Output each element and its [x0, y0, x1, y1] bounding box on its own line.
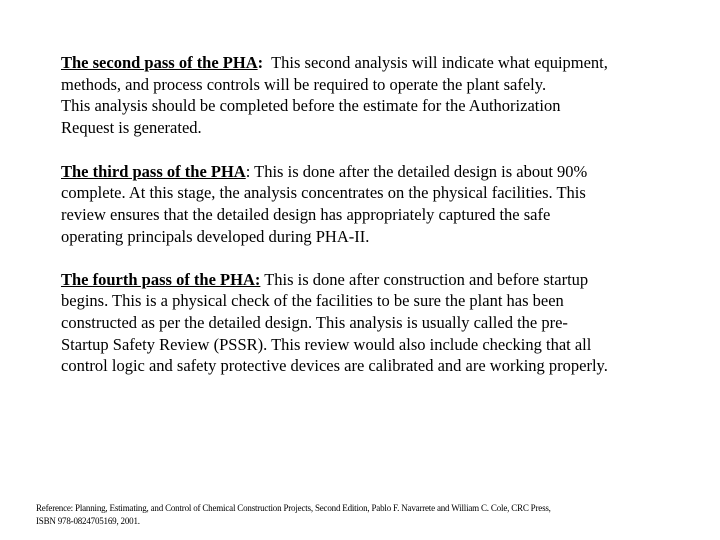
text-line: Request is generated. [61, 118, 202, 137]
text-line: This second analysis will indicate what equipment, [263, 53, 608, 72]
section-heading: The fourth pass of the PHA: [61, 270, 261, 289]
text-line: This is done after construction and before startup [260, 270, 589, 289]
text-line: begins. This is a physical check of the facilities to be sure the plant has been [61, 291, 564, 310]
section-first-line [61, 270, 588, 290]
text-line: operating principals developed during PHA-II. [61, 227, 370, 246]
heading-colon: : [257, 53, 264, 72]
reference-line: ISBN 978-0824705169, 2001. [36, 516, 140, 526]
text-line: Startup Safety Review (PSSR). This review would also include checking that all [61, 335, 592, 354]
text-line: : This is done after the detailed design is about 90% [245, 162, 588, 181]
text-line: constructed as per the detailed design. This analysis is usually called the pre- [61, 313, 568, 332]
text-line: This analysis should be completed before the estimate for the Authorization [61, 96, 561, 115]
text-line: control logic and safety protective devices are calibrated and are working properly. [61, 356, 608, 375]
section-first-line [61, 53, 608, 73]
text-line: review ensures that the detailed design has appropriately captured the safe [61, 205, 551, 224]
section-first-line [61, 162, 587, 182]
reference-line: Reference: Planning, Estimating, and Control of Chemical Construction Projects, Second Edition, Pablo F. Navarrete and William C. Cole, CRC Press, [36, 503, 551, 513]
section-heading: The second pass of the PHA [61, 53, 258, 72]
text-line: complete. At this stage, the analysis concentrates on the physical facilities. This [61, 183, 586, 202]
text-line: methods, and process controls will be required to operate the plant safely. [61, 75, 547, 94]
section-heading: The third pass of the PHA [61, 162, 246, 181]
